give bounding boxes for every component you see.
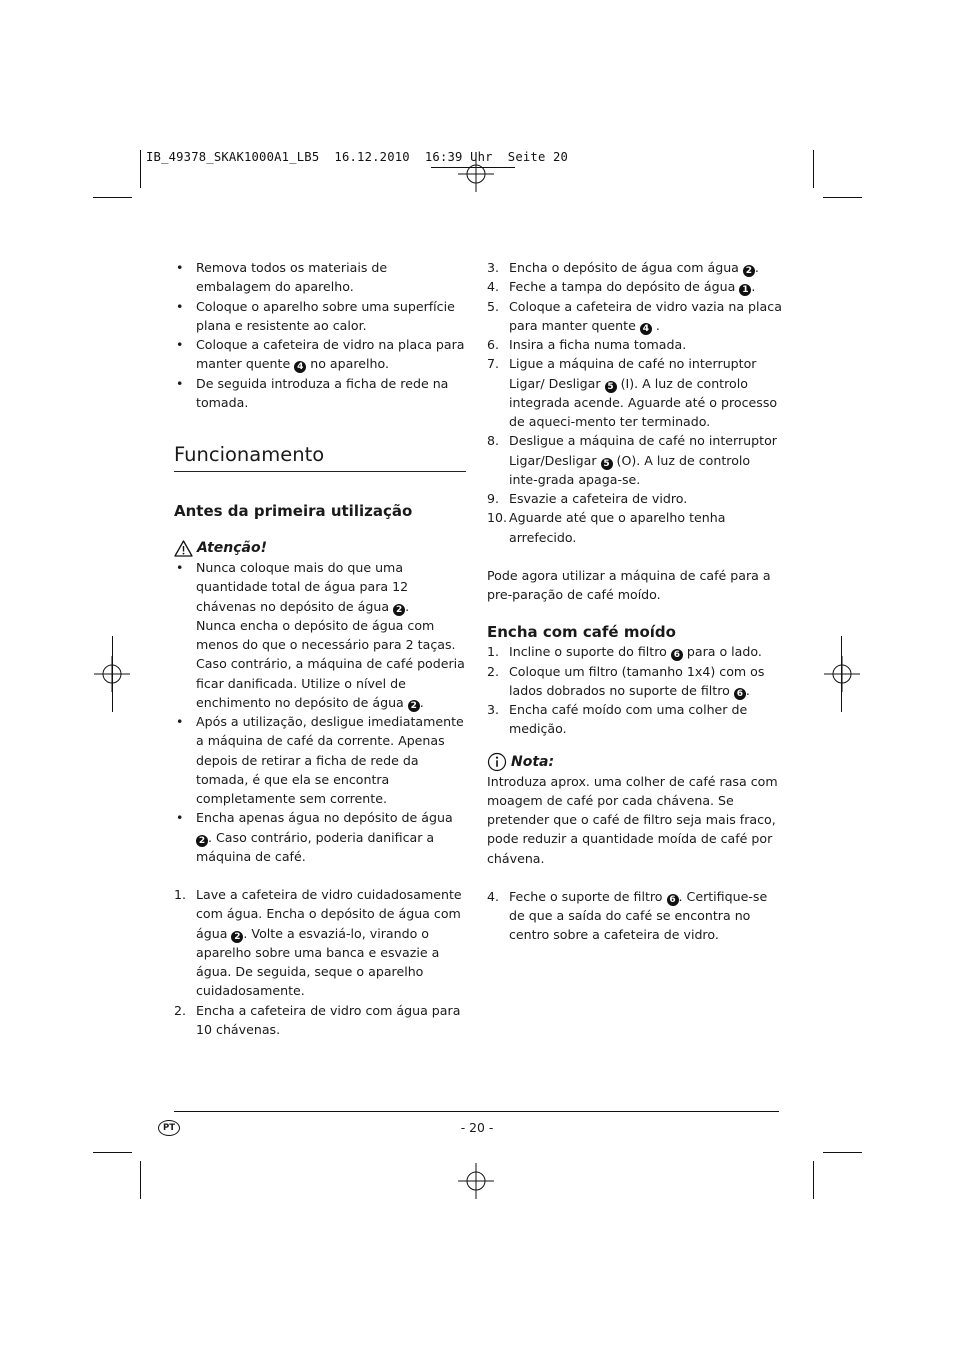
crop-mark — [813, 150, 814, 188]
step-item: 1. Incline o suporte do filtro 6 para o lado. — [487, 644, 762, 661]
step-item: 4. Feche a tampa do depósito de água 1 . — [487, 279, 756, 296]
step-number: 7. — [487, 356, 500, 372]
step-item: 2. Encha a cafeteira de vidro com água para 10 chávenas. — [174, 1002, 461, 1037]
step-number: 4. — [487, 888, 500, 904]
page-number: - 20 - — [460, 1120, 494, 1135]
part-number-badge: 4 — [294, 361, 306, 373]
registration-mark-icon — [458, 1163, 494, 1199]
warning-bullet-list — [174, 558, 466, 866]
list-item: • Remova todos os materiais de embalagem do aparelho. — [174, 258, 466, 297]
step-number: 8. — [487, 433, 500, 449]
step-number: 1. — [174, 887, 187, 902]
part-number-badge: 6 — [667, 894, 679, 906]
step-number: 3. — [487, 702, 500, 717]
step-number: 10. — [487, 510, 508, 526]
intro-bullet-list — [174, 258, 466, 412]
step-number: 5. — [487, 298, 500, 314]
step-item: 6. Insira a ficha numa tomada. — [487, 335, 782, 354]
part-number-badge: 2 — [408, 700, 420, 712]
list-item: • Após a utilização, desligue imediatamente a máquina de café da corrente. Apenas depois de retirar a ficha de rede da tomada, é que ela se encontra completamente sem corrente. — [174, 712, 466, 808]
step-number: 9. — [487, 491, 500, 506]
step-number: 6. — [487, 337, 500, 352]
final-steps — [487, 887, 782, 945]
right-column — [487, 258, 782, 945]
step-number: 2. — [487, 663, 500, 679]
crop-mark — [93, 1152, 132, 1153]
step-item: 8. Desligue a máquina de café no interruptor Ligar/Desligar 5 (O). A luz de controlo inte-grada apaga-se. — [487, 433, 777, 487]
registration-mark-icon — [824, 656, 860, 692]
language-badge: PT — [158, 1120, 180, 1136]
info-paragraph: Pode agora utilizar a máquina de café para a pre-paração de café moído. — [487, 567, 771, 602]
step-item: 2. Coloque um filtro (tamanho 1x4) com os lados dobrados no suporte de filtro 6 . — [487, 663, 765, 699]
note-title: Nota: — [511, 753, 555, 770]
preparation-steps — [174, 885, 466, 1039]
crop-mark — [140, 1161, 141, 1199]
warning-heading — [174, 538, 466, 558]
crop-mark — [823, 1152, 862, 1153]
subsection-title: Antes da primeira utilização — [174, 502, 413, 520]
step-number: 2. — [174, 1002, 187, 1018]
warning-title: Atenção! — [197, 540, 267, 556]
step-item: 7. Ligue a máquina de café no interruptor Ligar/ Desligar 5 (I). A luz de controlo integrada acende. Aguarde até o processo de aqueci-mento ter terminado. — [487, 356, 778, 429]
list-item: • Coloque a cafeteira de vidro na placa para manter quente 4 no aparelho. — [174, 335, 466, 374]
step-item: 9. Esvazie a cafeteira de vidro. — [487, 489, 782, 508]
warning-icon — [174, 540, 193, 557]
step-item: 4. Feche o suporte de filtro 6 . Certifique-se de que a saída do café se encontra no centro sobre a cafeteira de vidro. — [487, 888, 768, 943]
crop-mark — [140, 150, 141, 188]
part-number-badge: 6 — [734, 688, 746, 700]
part-number-badge: 5 — [605, 381, 617, 393]
list-item: • Encha apenas água no depósito de água 2 . Caso contrário, poderia danificar a máquina de café. — [174, 808, 466, 866]
part-number-badge: 2 — [231, 931, 243, 943]
list-item: • Nunca coloque mais do que uma quantidade total de água para 12 chávenas no depósito de água 2 . Nunca encha o depósito de água com menos do que o necessário para 2 taças. Caso contrário, a máquina de café poderia ficar danificada. Utilize o nível de enchimento no depósito de água 2 . — [174, 558, 466, 712]
step-number: 4. — [487, 279, 500, 295]
step-number: 3. — [487, 260, 500, 275]
note-heading — [487, 752, 782, 772]
step-item: 3. Encha o depósito de água com água 2 . — [487, 260, 759, 276]
part-number-badge: 4 — [640, 323, 652, 335]
list-item: • Coloque o aparelho sobre uma superfície plana e resistente ao calor. — [174, 297, 466, 336]
operation-steps — [487, 258, 782, 547]
part-number-badge: 1 — [739, 284, 751, 296]
step-number: 1. — [487, 644, 500, 660]
part-number-badge: 6 — [671, 649, 683, 661]
left-column — [174, 258, 466, 1039]
crop-mark — [93, 197, 132, 198]
footer-rule — [174, 1111, 779, 1112]
step-item: 5. Coloque a cafeteira de vidro vazia na placa para manter quente 4 . — [487, 298, 782, 334]
registration-mark-icon — [94, 656, 130, 692]
part-number-badge: 2 — [743, 265, 755, 277]
step-item: 1. Lave a cafeteira de vidro cuidadosamente com água. Encha o depósito de água com água 2 . Volte a esvaziá-lo, virando o aparelho sobre uma banca e esvazie a água. De seguida, seque o aparelho cuidadosamente. — [174, 887, 462, 999]
section-title: Funcionamento — [174, 443, 466, 472]
print-slug: IB_49378_SKAK1000A1_LB5 16.12.2010 16:39 Uhr Seite 20 — [146, 150, 569, 164]
list-item: • De seguida introduza a ficha de rede na tomada. — [174, 374, 466, 413]
part-number-badge: 2 — [196, 835, 208, 847]
note-text: Introduza aprox. uma colher de café rasa com moagem de café por cada chávena. Se pretender que o café de filtro seja mais fraco, pode reduzir a quantidade moída de café por chávena. — [487, 773, 778, 866]
part-number-badge: 2 — [393, 604, 405, 616]
crop-mark — [813, 1161, 814, 1199]
step-item: 3. Encha café moído com uma colher de medição. — [487, 702, 748, 737]
crop-mark — [823, 197, 862, 198]
step-item: 10. Aguarde até que o aparelho tenha arrefecido. — [487, 510, 726, 545]
info-icon — [487, 752, 507, 772]
part-number-badge: 5 — [601, 458, 613, 470]
print-slug-underline — [431, 167, 515, 168]
ground-coffee-steps — [487, 642, 782, 738]
subsection-title-ground-coffee: Encha com café moído — [487, 623, 676, 642]
